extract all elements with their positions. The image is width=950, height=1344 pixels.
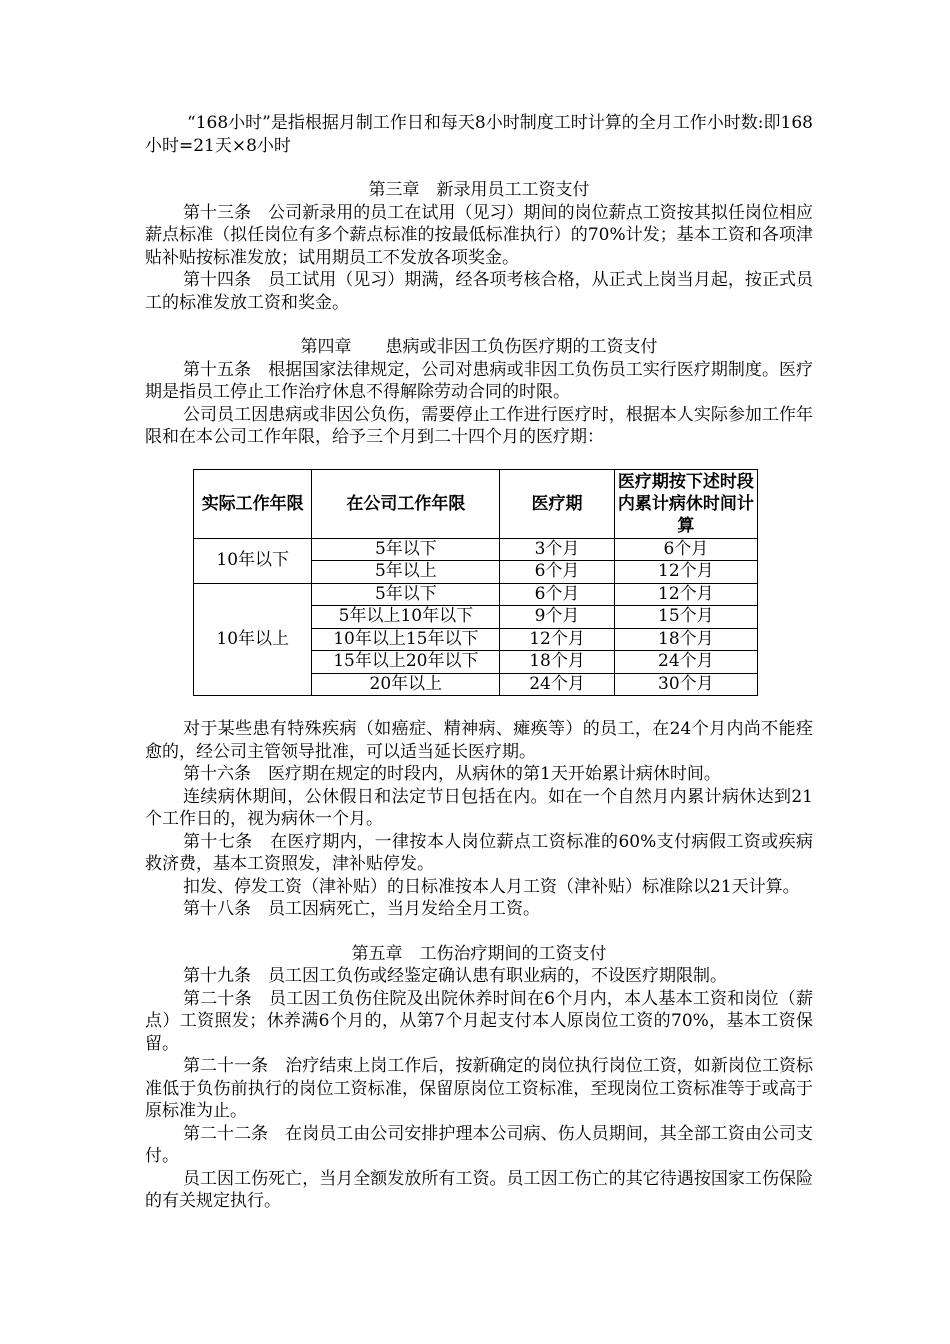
paragraph-168-hours: “168小时”是指根据月制工作日和每天8小时制度工时计算的全月工作小时数:即168小时=21天×8小时 (145, 113, 813, 156)
table-cell: 18个月 (500, 651, 614, 674)
article-18: 第十八条 员工因病死亡，当月发给全月工资。 (183, 899, 540, 919)
table-row (194, 538, 758, 561)
table-cell: 12个月 (614, 561, 757, 584)
header-medical-period: 医疗期 (500, 469, 614, 538)
group-label-under-10: 10年以下 (194, 538, 312, 583)
medical-period-intro: 公司员工因患病或非因公负伤，需要停止工作进行医疗时，根据本人实际参加工作年限和在本公司工作年限，给予三个月到二十四个月的医疗期： (145, 404, 813, 447)
table-cell: 9个月 (500, 606, 614, 629)
table-cell: 5年以上 (312, 561, 500, 584)
table-cell: 12个月 (500, 628, 614, 651)
medical-period-table (193, 469, 758, 697)
group-label-over-10: 10年以上 (194, 583, 312, 696)
chapter-3-title: 第三章 新录用员工工资支付 (368, 180, 590, 200)
article-20: 第二十条 员工因工负伤住院及出院休养时间在6个月内，本人基本工资和岗位（薪点）工资照发；休养满6个月的，从第7个月起支付本人原岗位工资的70%，基本工资保留。 (145, 988, 813, 1054)
document-body (145, 112, 813, 1213)
table-header-row (194, 469, 758, 538)
table-cell: 3个月 (500, 538, 614, 561)
work-injury-death-paragraph: 员工因工伤死亡，当月全额发放所有工资。员工因工伤亡的其它待遇按国家工伤保险的有关规定执行。 (145, 1168, 813, 1211)
table-cell: 18个月 (614, 628, 757, 651)
table-cell: 10年以上15年以下 (312, 628, 500, 651)
article-15: 第十五条 根据国家法律规定，公司对患病或非因工负伤员工实行医疗期制度。医疗期是指员工停止工作治疗休息不得解除劳动合同的时限。 (145, 359, 813, 402)
table-cell: 24个月 (500, 673, 614, 696)
table-row (194, 583, 758, 606)
table-cell: 6个月 (614, 538, 757, 561)
table-cell: 15个月 (614, 606, 757, 629)
chapter-5-title: 第五章 工伤治疗期间的工资支付 (351, 943, 607, 964)
article-16: 第十六条 医疗期在规定的时段内，从病休的第1天开始累计病休时间。 (183, 764, 721, 784)
table-cell: 5年以上10年以下 (312, 606, 500, 629)
continuous-sick-leave-paragraph: 连续病休期间，公休假日和法定节日包括在内。如在一个自然月内累计病休达到21个工作日的，视为病休一个月。 (145, 786, 813, 829)
article-14: 第十四条 员工试用（见习）期满，经各项考核合格，从正式上岗当月起，按正式员工的标准发放工资和奖金。 (145, 270, 813, 313)
article-21: 第二十一条 治疗结束上岗工作后，按新确定的岗位执行岗位工资，如新岗位工资标准低于负伤前执行的岗位工资标准，保留原岗位工资标准，至现岗位工资标准等于或高于原标准为止。 (145, 1056, 813, 1121)
article-13: 第十三条 公司新录用的员工在试用（见习）期间的岗位薪点工资按其拟任岗位相应薪点标准（拟任岗位有多个薪点标准的按最低标准执行）的70%计发；基本工资和各项津贴补贴按标准发放；试用期员工不发放各项奖金。 (145, 202, 813, 268)
table-cell: 15年以上20年以下 (312, 651, 500, 674)
table-cell: 5年以下 (312, 583, 500, 606)
deduction-standard-paragraph: 扣发、停发工资（津补贴）的日标准按本人月工资（津补贴）标准除以21天计算。 (183, 876, 800, 897)
table-cell: 24个月 (614, 651, 757, 674)
table-cell: 30个月 (614, 673, 757, 696)
table-cell: 12个月 (614, 583, 757, 606)
header-cumulative-period: 医疗期按下述时段内累计病休时间计算 (614, 469, 757, 538)
header-company-work-years: 在公司工作年限 (312, 469, 500, 538)
header-actual-work-years: 实际工作年限 (194, 469, 312, 538)
chapter-4-title: 第四章 患病或非因工负伤医疗期的工资支付 (300, 337, 658, 357)
article-22: 第二十二条 在岗员工由公司安排护理本公司病、伤人员期间，其全部工资由公司支付。 (145, 1123, 813, 1166)
table-cell: 20年以上 (312, 673, 500, 696)
table-cell: 6个月 (500, 583, 614, 606)
special-illness-paragraph: 对于某些患有特殊疾病（如癌症、精神病、瘫痪等）的员工，在24个月内尚不能痊愈的，经公司主管领导批准，可以适当延长医疗期。 (145, 719, 813, 762)
table-cell: 5年以下 (312, 538, 500, 561)
article-19: 第十九条 员工因工负伤或经鉴定确认患有职业病的，不设医疗期限制。 (183, 966, 727, 986)
table-cell: 6个月 (500, 561, 614, 584)
article-17: 第十七条 在医疗期内，一律按本人岗位薪点工资标准的60%支付病假工资或疾病救济费，基本工资照发，津补贴停发。 (145, 831, 813, 874)
